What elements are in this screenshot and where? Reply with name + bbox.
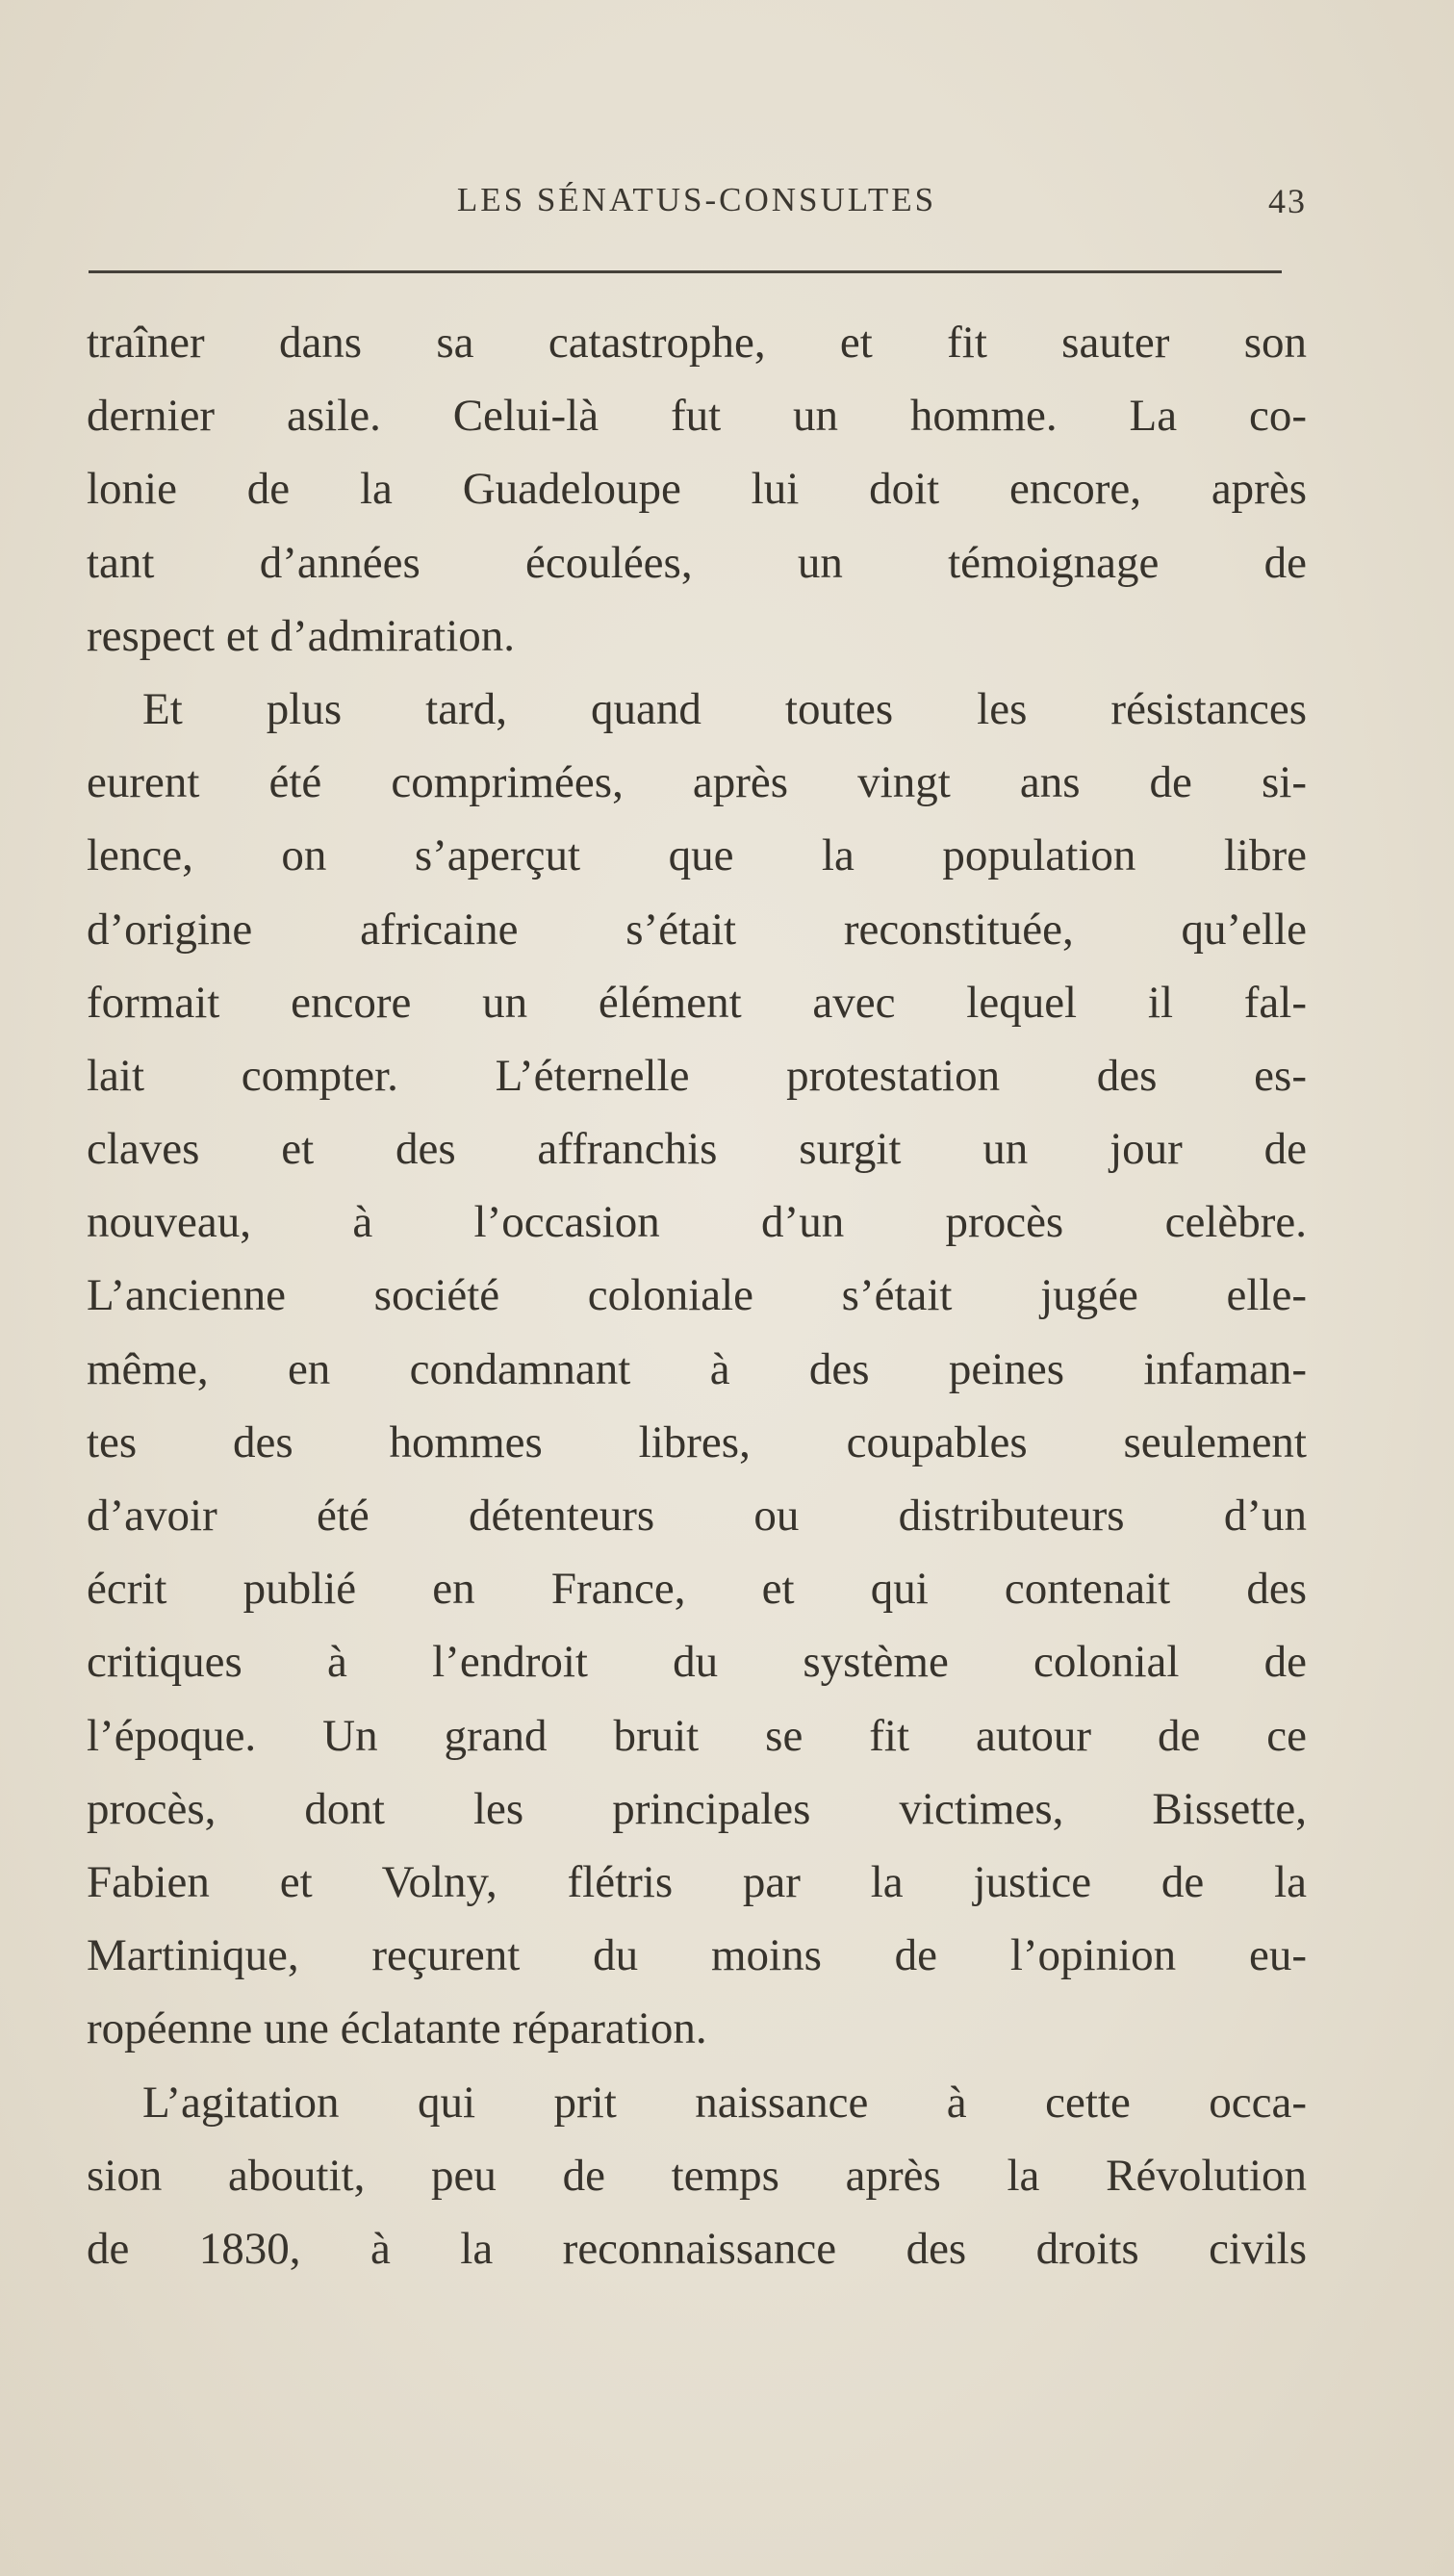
text-line: claves et des affranchis surgit un jour de: [87, 1124, 1307, 1175]
text-line: Fabien et Volny, flétris par la justice de la: [87, 1856, 1307, 1907]
body-text: [87, 306, 1307, 2285]
text-line: eurent été comprimées, après vingt ans de si-: [87, 757, 1307, 808]
text-line: L’agitation qui prit naissance à cette occa-: [142, 2077, 1307, 2128]
running-head: [87, 181, 1307, 239]
text-line: Et plus tard, quand toutes les résistances: [142, 683, 1307, 734]
text-line: nouveau, à l’occasion d’un procès celèbre.: [87, 1197, 1307, 1248]
text-line: de 1830, à la reconnaissance des droits civils: [87, 2223, 1307, 2274]
text-line: même, en condamnant à des peines infaman-: [87, 1343, 1307, 1394]
text-line: lonie de la Guadeloupe lui doit encore, après: [87, 464, 1307, 515]
text-line: d’avoir été détenteurs ou distributeurs d’un: [87, 1491, 1307, 1541]
text-line: lait compter. L’éternelle protestation des es-: [87, 1050, 1307, 1101]
page-number: 43: [1268, 182, 1307, 220]
text-line: Martinique, reçurent du moins de l’opinion eu-: [87, 1930, 1307, 1981]
text-line: dernier asile. Celui-là fut un homme. La co-: [87, 391, 1307, 442]
text-line: ropéenne une éclatante réparation.: [87, 2003, 707, 2054]
text-line: procès, dont les principales victimes, Bissette,: [87, 1783, 1307, 1834]
text-line: l’époque. Un grand bruit se fit autour de ce: [87, 1710, 1307, 1761]
text-line: tes des hommes libres, coupables seulement: [87, 1416, 1307, 1467]
text-line: formait encore un élément avec lequel il fal-: [87, 977, 1307, 1028]
text-line: critiques à l’endroit du système colonial de: [87, 1637, 1307, 1688]
text-line: sion aboutit, peu de temps après la Révolution: [87, 2150, 1307, 2201]
text-line: L’ancienne société coloniale s’était jugée elle-: [87, 1270, 1307, 1321]
text-line: respect et d’admiration.: [87, 610, 516, 661]
header-rule: [89, 270, 1282, 273]
text-line: tant d’années écoulées, un témoignage de: [87, 537, 1307, 588]
running-title: LES SÉNATUS-CONSULTES: [456, 181, 937, 218]
text-line: écrit publié en France, et qui contenait des: [87, 1564, 1307, 1615]
text-line: lence, on s’aperçut que la population libre: [87, 830, 1307, 881]
text-line: d’origine africaine s’était reconstituée, qu’elle: [87, 904, 1307, 955]
text-line: traîner dans sa catastrophe, et fit sauter son: [87, 318, 1307, 368]
